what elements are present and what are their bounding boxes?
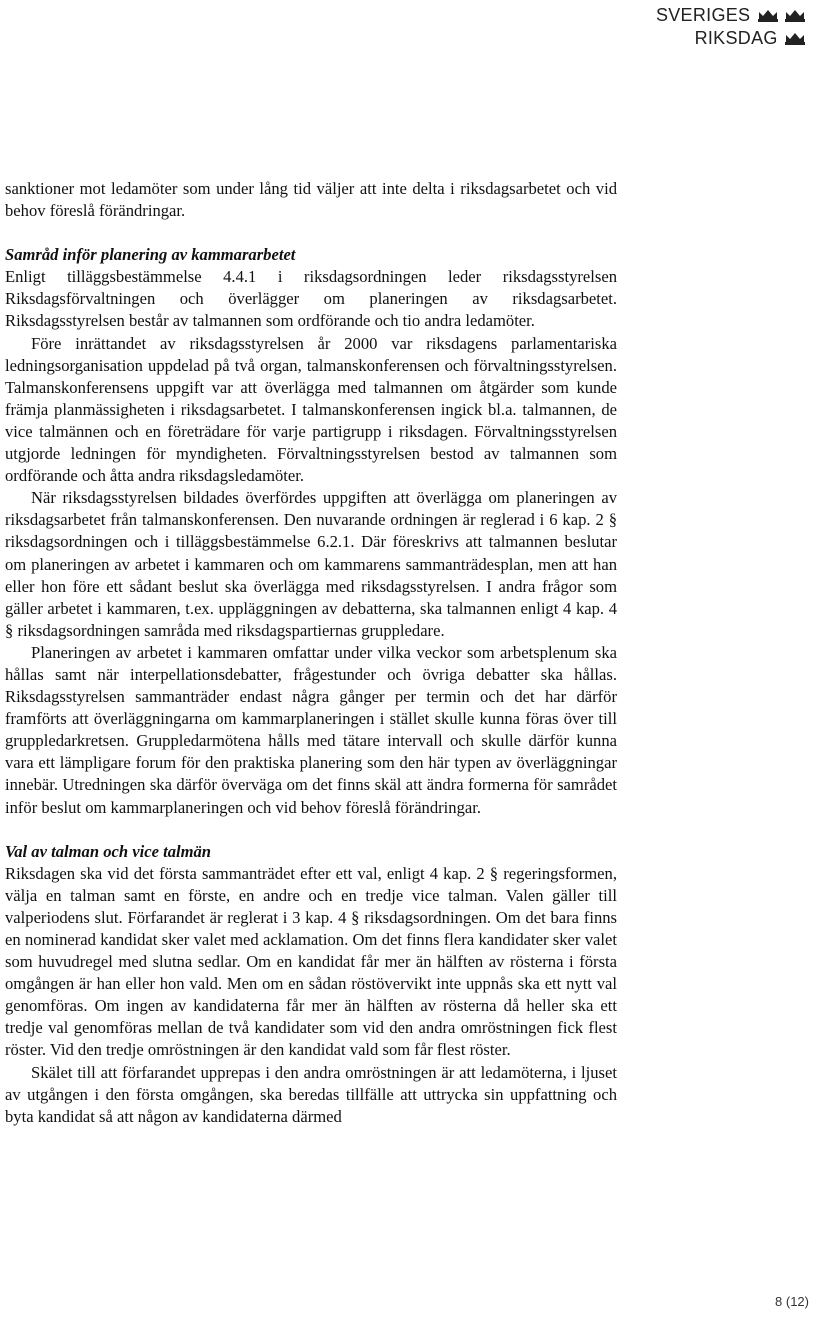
riksdag-logo	[656, 4, 805, 50]
crown-icon	[758, 8, 778, 22]
paragraph: Planeringen av arbetet i kammaren omfattar under vilka veckor som arbetsplenum ska hållas samt när interpellationsdebatter, frågestunder och övriga debatter ska hållas. Riksdagsstyrelsen sammanträder endast några gånger per termin och det har därför framförts att överläggningarna om kammarplaneringen i stället skulle kunna föras över till gruppledarkretsen. Gruppledarmötena hålls med tätare intervall och skulle därför kunna vara ett lämpligare forum för den praktiska planering som den här typen av överläggningar innebär. Utredningen ska därför överväga om det finns skäl att ändra formerna för samrådet inför beslut om kammarplaneringen och vid behov föreslå förändringar.	[5, 642, 617, 817]
logo-text-riksdag: RIKSDAG	[694, 28, 778, 48]
logo-text-sveriges: SVERIGES	[655, 5, 751, 25]
section-gap	[5, 222, 617, 244]
logo-line-2	[656, 27, 805, 50]
paragraph: Enligt tilläggsbestämmelse 4.4.1 i riksdagsordningen leder riksdagsstyrelsen Riksdagsförvaltningen och överlägger om planeringen av riksdagsarbetet. Riksdagsstyrelsen består av talmannen som ordförande och tio andra ledamöter.	[5, 267, 617, 331]
section-gap	[5, 819, 617, 841]
paragraph: Skälet till att förfarandet upprepas i den andra omröstningen är att ledamöterna, i ljuset av utgången i den första omgången, ska beredas tillfälle att uttrycka sin uppfattning och byta kandidat så att någon av kandidaterna därmed	[5, 1062, 617, 1126]
section-heading-val-av-talman: Val av talman och vice talmän	[5, 841, 212, 861]
section-heading-samrad: Samråd inför planering av kammararbetet	[5, 245, 296, 265]
paragraph: När riksdagsstyrelsen bildades överfördes uppgiften att överlägga om planeringen av riksdagsarbetet från talmanskonferensen. Den nuvarande ordningen är reglerad i 6 kap. 2 § riksdagsordningen och i tilläggsbestämmelse 6.2.1. Där föreskrivs att talmannen beslutar om planeringen av arbetet i kammaren och om kammarens sammanträdesplan, men att han eller hon före ett sådant beslut ska överlägga med riksdagsstyrelsen. I andra frågor som gäller arbetet i kammaren, t.ex. uppläggningen av debatterna, ska talmannen enligt 4 kap. 4 § riksdagsordningen samråda med riksdagspartiernas gruppledare.	[5, 488, 617, 640]
crown-icon	[785, 8, 805, 22]
page-number: 8 (12)	[775, 1294, 809, 1309]
paragraph-continuation: sanktioner mot ledamöter som under lång tid väljer att inte delta i riksdagsarbetet och vid behov föreslå förändringar.	[5, 179, 617, 221]
paragraph: Riksdagen ska vid det första sammanträdet efter ett val, enligt 4 kap. 2 § regeringsformen, välja en talman samt en förste, en andre och en tredje vice talman. Valen gäller till valperiodens slut. Förfarandet är reglerat i 3 kap. 4 § riksdagsordningen. Om det bara finns en nominerad kandidat sker valet med acklamation. Om det finns flera kandidater sker valet som huvudregel med slutna sedlar. Om en kandidat får mer än hälften av rösterna i första omgången är han eller hon vald. Men om en sådan röstövervikt inte uppnås ska ett nytt val genomföras. Om ingen av kandidaterna får mer än hälften av rösterna då heller ska ett tredje val genomföras mellan de två kandidater som vid den andra omröstningen fick flest röster. Vid den tredje omröstningen är den kandidat vald som får flest röster.	[5, 863, 617, 1060]
paragraph: Före inrättandet av riksdagsstyrelsen år 2000 var riksdagens parlamentariska ledningsorganisation uppdelad på två organ, talmanskonferensen och förvaltningsstyrelsen. Talmanskonferensens uppgift var att överlägga med talmannen om åtgärder som kunde främja planmässigheten i riksdagsarbetet. I talmanskonferensen ingick bl.a. talmannen, de vice talmännen och en företrädare för varje partigrupp i riksdagen. Förvaltningsstyrelsen utgjorde ledningen för myndigheten. Förvaltningsstyrelsen bestod av talmannen som ordförande och åtta andra riksdagsledamöter.	[5, 333, 617, 486]
crown-icon	[785, 31, 805, 45]
logo-line-1	[656, 4, 805, 27]
document-body	[5, 178, 617, 1128]
